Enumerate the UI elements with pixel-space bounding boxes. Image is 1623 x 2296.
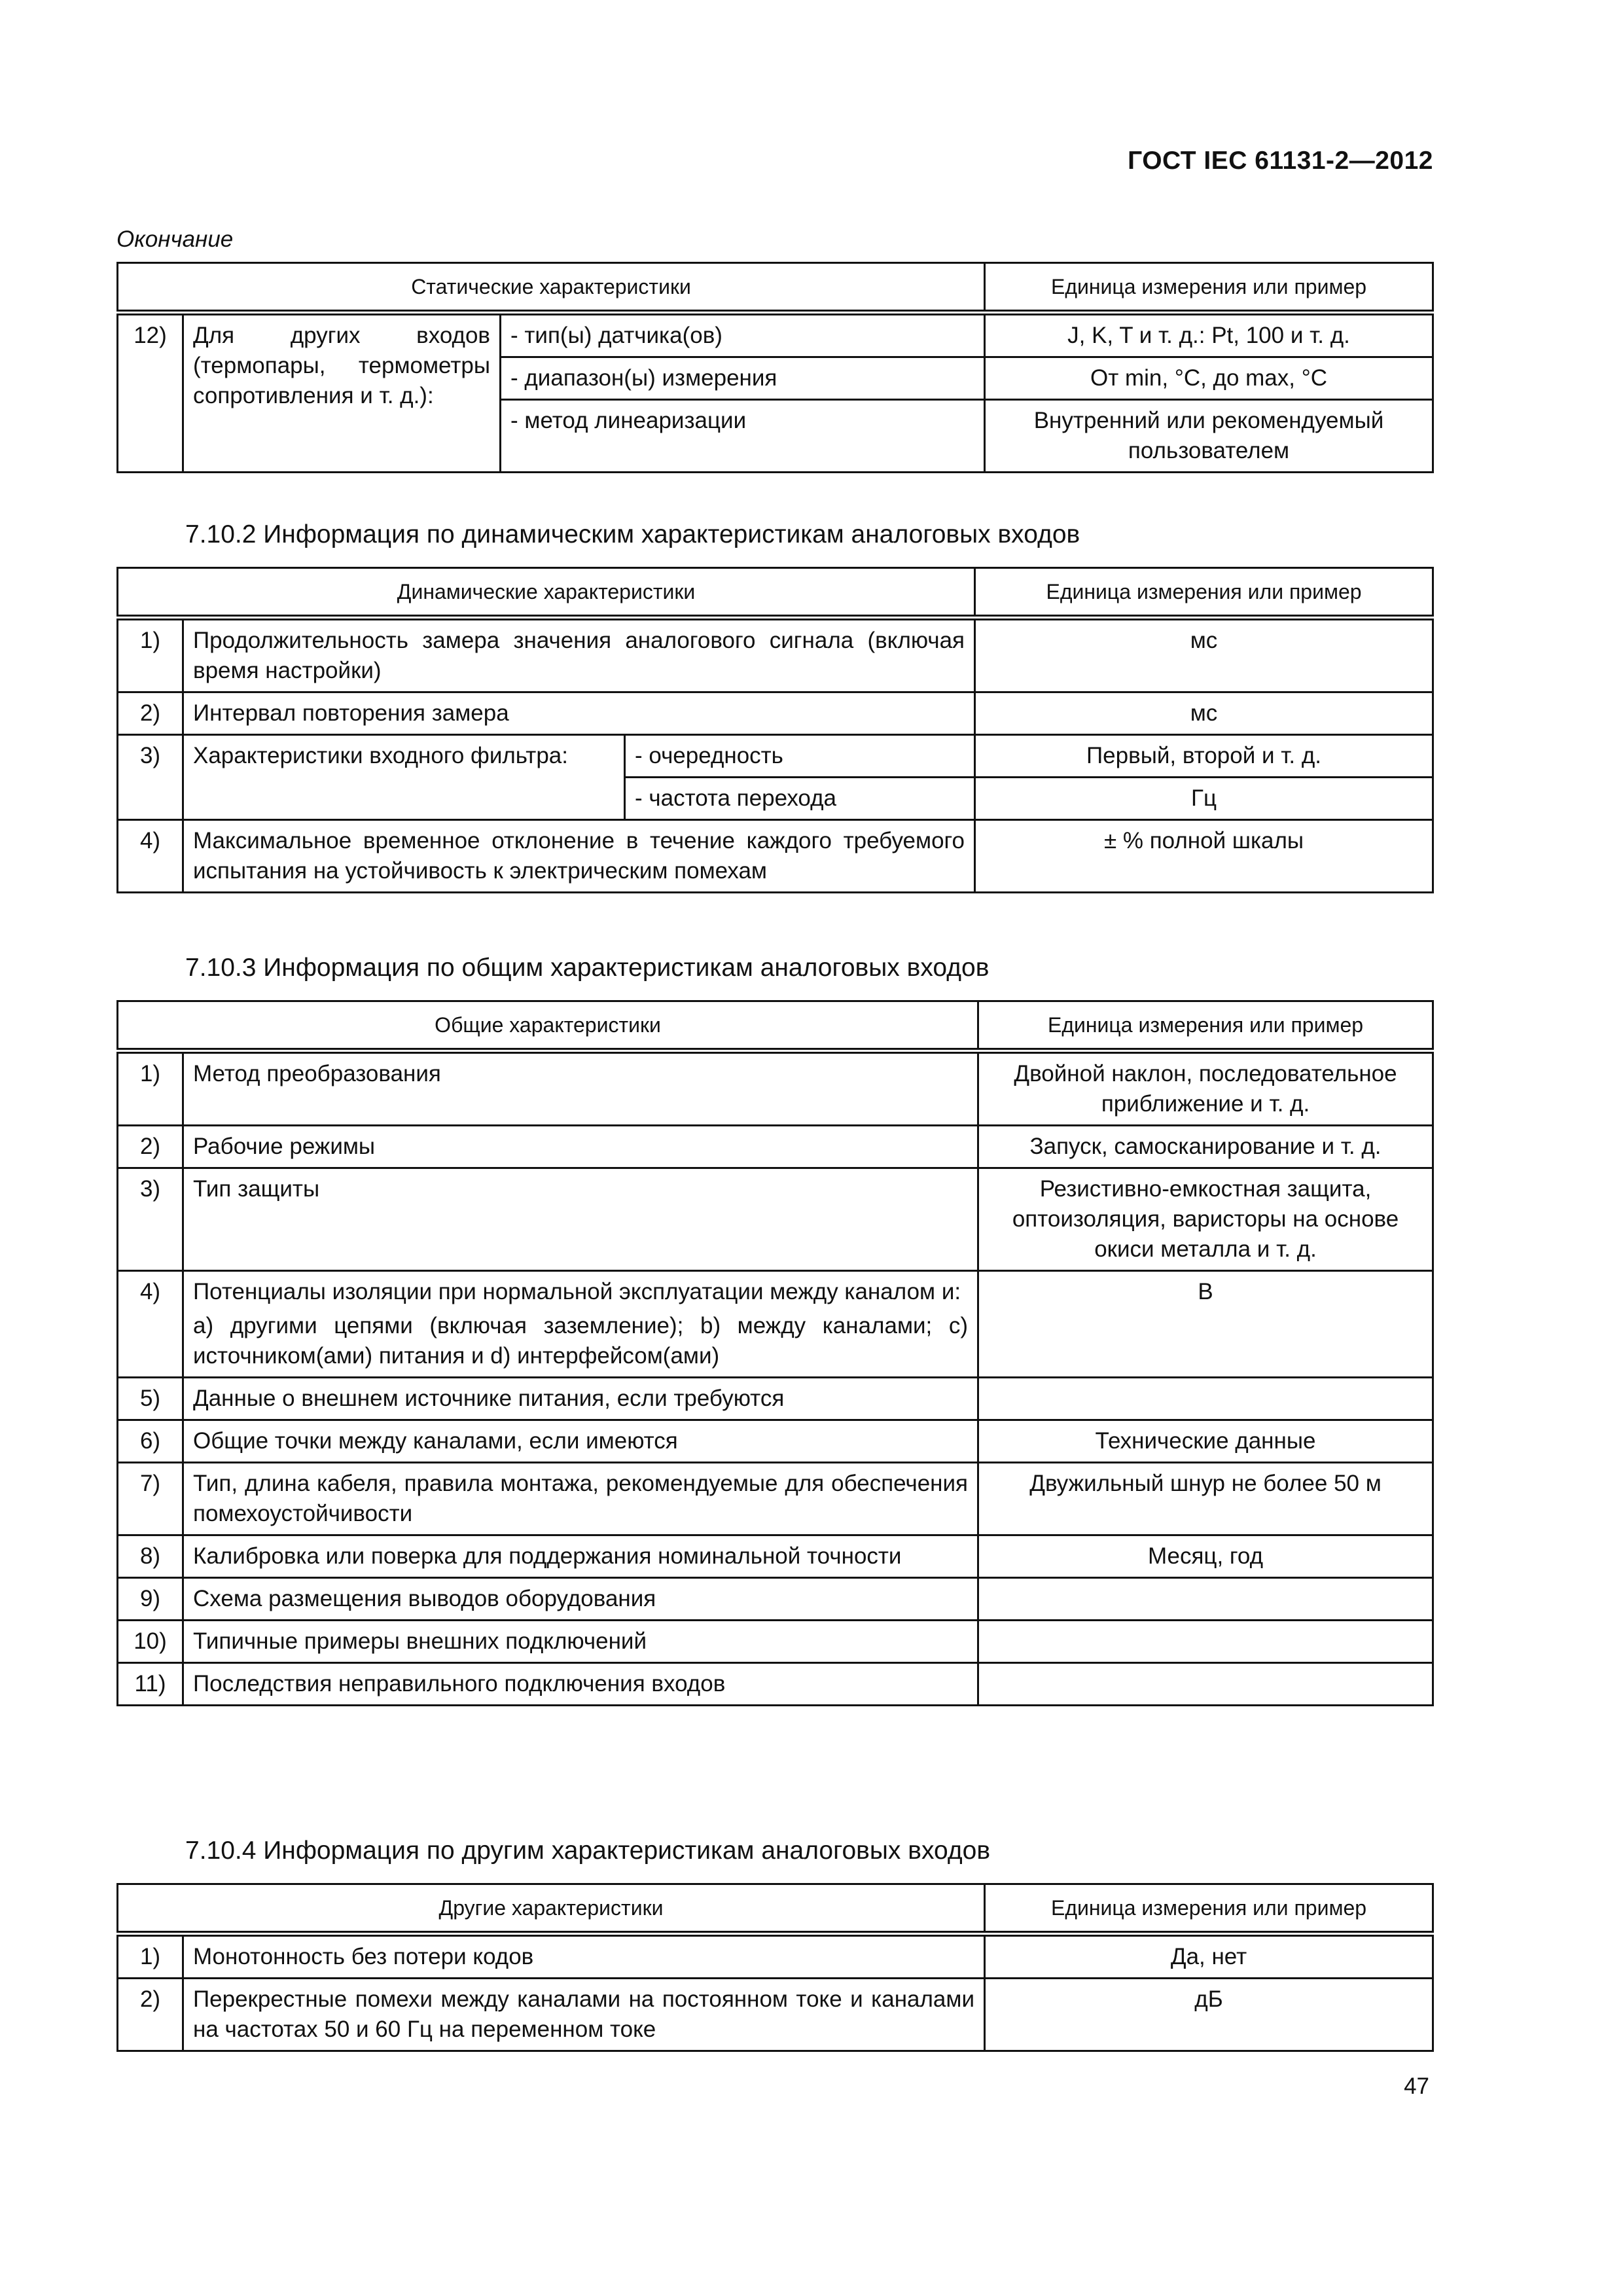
table-row [118,735,1433,778]
row-value [978,1578,1433,1621]
row-value: мс [975,692,1433,735]
table-row [118,1378,1433,1420]
row-value: В [978,1271,1433,1378]
row-label-continuation: a) другими цепями (включая заземление); b) между каналами; c) источником(ами) питания и d) интерфейсом(ами) [193,1313,969,1369]
dynamic-characteristics-table [116,567,1434,893]
row-value: Месяц, год [978,1535,1433,1578]
row-value [978,1378,1433,1420]
document-standard-header: ГОСТ IEC 61131-2—2012 [1128,147,1433,175]
subrow-label: - тип(ы) датчика(ов) [501,313,985,357]
row-label: Потенциалы изоляции при нормальной эксплуатации между каналом и: [193,1279,961,1304]
row-number: 10) [118,1621,183,1663]
continuation-label: Окончание [116,226,234,252]
row-value: Гц [975,778,1433,820]
row-value: дБ [985,1979,1433,2051]
row-value: Внутренний или рекомендуемый пользователем [985,400,1433,473]
row-value: Двойной наклон, последовательное приближение и т. д. [978,1051,1433,1126]
row-label: Монотонность без потери кодов [183,1934,985,1979]
row-number: 2) [118,1126,183,1168]
row-value: От min, °С, до max, °С [985,357,1433,400]
row-value: Резистивно-емкостная защита, оптоизоляция, варисторы на основе окиси металла и т. д. [978,1168,1433,1271]
row-label: Интервал повторения замера [183,692,975,735]
row-label: Характеристики входного фильтра: [183,735,625,820]
table-row [118,1934,1433,1979]
column-header-characteristics: Динамические характеристики [118,568,975,618]
row-label: Для других входов (термопары, термометры сопротивления и т. д.): [183,313,501,473]
table-row [118,1271,1433,1378]
row-number: 1) [118,618,183,692]
row-label: Схема размещения выводов оборудования [183,1578,978,1621]
column-header-unit: Единица измерения или пример [978,1001,1433,1051]
row-number: 4) [118,820,183,893]
table-row [118,1578,1433,1621]
column-header-unit: Единица измерения или пример [975,568,1433,618]
table-row [118,1463,1433,1535]
table-row [118,1621,1433,1663]
column-header-characteristics: Общие характеристики [118,1001,978,1051]
table-header-row [118,568,1433,618]
table-row [118,1663,1433,1706]
row-value: Двужильный шнур не более 50 м [978,1463,1433,1535]
row-label: Рабочие режимы [183,1126,978,1168]
page-number: 47 [1404,2073,1429,2099]
table-header-row [118,1884,1433,1934]
row-number: 1) [118,1051,183,1126]
table-row [118,1979,1433,2051]
table-header-row [118,263,1433,313]
column-header-characteristics: Другие характеристики [118,1884,985,1934]
row-number: 6) [118,1420,183,1463]
row-number: 8) [118,1535,183,1578]
column-header-characteristics: Статические характеристики [118,263,985,313]
row-value: J, K, T и т. д.: Pt, 100 и т. д. [985,313,1433,357]
table-row [118,820,1433,893]
section-title-other: 7.10.4 Информация по другим характеристикам аналоговых входов [185,1837,991,1865]
table-row [118,1126,1433,1168]
table-row [118,692,1433,735]
subrow-label: - очередность [625,735,975,778]
row-label: Тип, длина кабеля, правила монтажа, рекомендуемые для обеспечения помехоустойчивости [183,1463,978,1535]
row-number: 2) [118,692,183,735]
subrow-label: - метод линеаризации [501,400,985,473]
row-value: мс [975,618,1433,692]
static-characteristics-table [116,262,1434,473]
row-label: Последствия неправильного подключения входов [183,1663,978,1706]
table-row [118,1051,1433,1126]
general-characteristics-table [116,1000,1434,1706]
row-label: Метод преобразования [183,1051,978,1126]
row-label: Тип защиты [183,1168,978,1271]
row-value: Да, нет [985,1934,1433,1979]
row-label: Перекрестные помехи между каналами на постоянном токе и каналами на частотах 50 и 60 Гц на переменном токе [183,1979,985,2051]
row-number: 5) [118,1378,183,1420]
table-header-row [118,1001,1433,1051]
subrow-label: - частота перехода [625,778,975,820]
row-label: Типичные примеры внешних подключений [183,1621,978,1663]
row-value: Запуск, самосканирование и т. д. [978,1126,1433,1168]
section-title-general: 7.10.3 Информация по общим характеристикам аналоговых входов [185,954,990,982]
row-number: 3) [118,735,183,820]
table-row [118,1168,1433,1271]
row-label: Общие точки между каналами, если имеются [183,1420,978,1463]
row-number: 12) [118,313,183,473]
row-value [978,1621,1433,1663]
row-label: Продолжительность замера значения аналогового сигнала (включая время настройки) [183,618,975,692]
row-number: 2) [118,1979,183,2051]
table-row [118,1535,1433,1578]
row-number: 11) [118,1663,183,1706]
table-row [118,313,1433,357]
other-characteristics-table [116,1883,1434,2052]
row-value: ± % полной шкалы [975,820,1433,893]
row-label-cell [183,1271,978,1378]
column-header-unit: Единица измерения или пример [985,1884,1433,1934]
row-number: 3) [118,1168,183,1271]
row-label: Калибровка или поверка для поддержания номинальной точности [183,1535,978,1578]
row-value: Первый, второй и т. д. [975,735,1433,778]
row-number: 9) [118,1578,183,1621]
subrow-label: - диапазон(ы) измерения [501,357,985,400]
row-label: Данные о внешнем источнике питания, если требуются [183,1378,978,1420]
row-number: 4) [118,1271,183,1378]
row-label: Максимальное временное отклонение в течение каждого требуемого испытания на устойчивость к электрическим помехам [183,820,975,893]
table-row [118,1420,1433,1463]
column-header-unit: Единица измерения или пример [985,263,1433,313]
row-number: 1) [118,1934,183,1979]
row-value [978,1663,1433,1706]
table-row [118,618,1433,692]
section-title-dynamic: 7.10.2 Информация по динамическим характеристикам аналоговых входов [185,520,1080,548]
row-value: Технические данные [978,1420,1433,1463]
row-number: 7) [118,1463,183,1535]
